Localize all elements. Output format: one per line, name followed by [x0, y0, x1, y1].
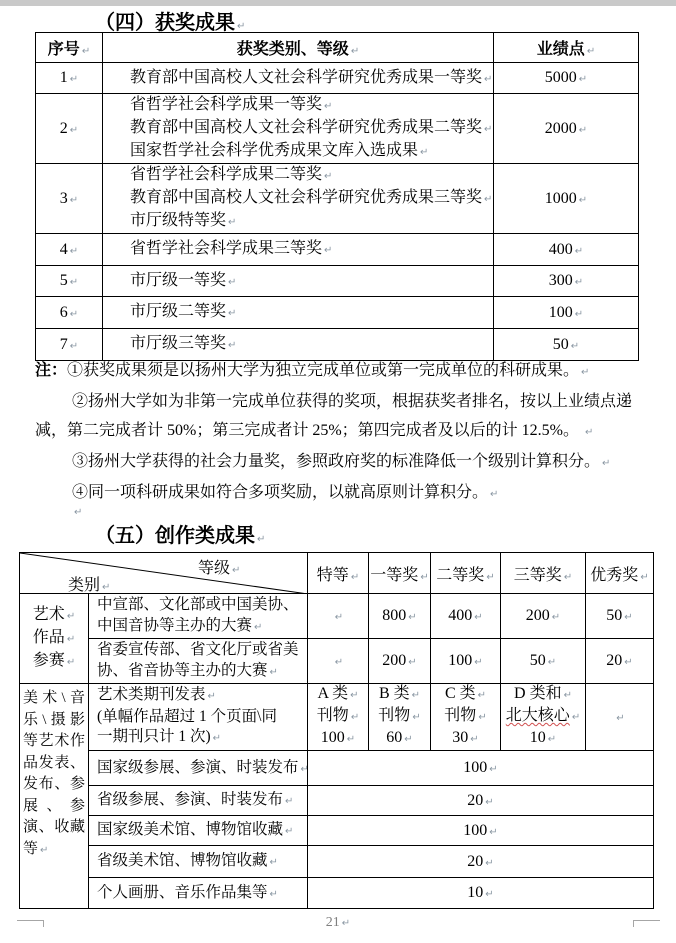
row-number-cell: 3 ↵ [36, 164, 103, 234]
category-cell [103, 297, 494, 329]
value-cell: 400 ↵ [431, 594, 501, 639]
grade-axis-label: 等级 ↵ [198, 555, 240, 578]
points-cell: ↵ 5000 ↵ [494, 63, 639, 94]
merged-value-cell: ↵ 100 ↵ [308, 816, 654, 846]
table-row [36, 164, 639, 234]
grade-header: 二等奖 ↵ [431, 553, 501, 594]
grade-header: 三等奖 ↵ [501, 553, 586, 594]
category-cell: 省级参展、参演、时装发布 ↵ [89, 786, 308, 816]
merged-value-cell: ↵ 100 ↵ [308, 751, 654, 786]
table-row [36, 234, 639, 266]
grade-header: 特等 ↵ [308, 553, 369, 594]
page-number: 21 ↵ [0, 915, 676, 931]
note-line: ③扬州大学获得的社会力量奖，参照政府奖的标准降低一个级别计算积分。 ↵ [72, 447, 632, 478]
group-label-cell: 美术\音乐\摄影等艺术作品发表、发布、参展、参演、收藏等 ↵ [20, 684, 89, 909]
category-line: 市厅级三等奖 ↵ [130, 333, 493, 356]
grade-header: 一等奖 ↵ [369, 553, 431, 594]
value-cell: ↵ 20 ↵ [586, 639, 654, 684]
row-number-cell: 2 ↵ [36, 94, 103, 164]
table-row [20, 751, 654, 786]
award-results-table [35, 32, 639, 361]
value-cell: 100 ↵ [431, 639, 501, 684]
category-cell [103, 164, 494, 234]
table-row [20, 878, 654, 909]
value-cell: ↵ 50 ↵ [586, 594, 654, 639]
value-cell: 200 ↵ [369, 639, 431, 684]
value-cell: 800 ↵ [369, 594, 431, 639]
spellchecked-text: 北大核心 [505, 707, 570, 724]
category-line: 教育部中国高校人文社会科学研究优秀成果一等奖 ↵ [130, 67, 493, 90]
note-line: 注：①获奖成果须是以扬州大学为独立完成单位或第一完成单位的科研成果。 ↵ [35, 356, 632, 387]
merged-value-cell: ↵ 20 ↵ [308, 786, 654, 816]
category-cell: 国家级美术馆、博物馆收藏 ↵ [89, 816, 308, 846]
table-header-row [36, 33, 639, 63]
row-number-cell: 4 ↵ [36, 234, 103, 266]
category-line: 省哲学社会科学成果三等奖 ↵ [130, 238, 493, 261]
value-cell: A 类 ↵ 刊物 ↵ 100 ↵ [308, 684, 369, 751]
category-cell [103, 266, 494, 297]
row-number-cell: 5 ↵ [36, 266, 103, 297]
value-cell [586, 684, 654, 751]
table-row [20, 846, 654, 878]
category-axis-label: 类别 ↵ [68, 572, 110, 594]
category-cell: 中宣部、文化部或中国美协、 中国音协等主办的大赛 ↵ [89, 594, 308, 639]
category-cell: 国家级参展、参演、时装发布 ↵ [89, 751, 308, 786]
points-cell: ↵ 100 ↵ [494, 297, 639, 329]
table-row [36, 63, 639, 94]
header-cell-points: ↵ 业绩点 ↵ [494, 33, 639, 63]
category-cell [103, 234, 494, 266]
row-number-cell: 6 ↵ [36, 297, 103, 329]
section5-title: （五）创作类成果 ↵ [95, 519, 265, 548]
table-row [36, 266, 639, 297]
empty-paragraph-mark [72, 502, 84, 516]
creative-results-table [19, 552, 654, 909]
value-cell: C 类 ↵ 刊物 ↵ 30 ↵ [431, 684, 501, 751]
category-line: 市厅级一等奖 ↵ [130, 270, 493, 293]
table-row [20, 594, 654, 639]
table-row [36, 297, 639, 329]
note-line: 减，第二完成者计 50%；第三完成者计 25%；第四完成者及以后的计 12.5%。 ↵ [35, 416, 632, 447]
merged-value-cell: ↵ 10 ↵ [308, 878, 654, 909]
category-cell: 省委宣传部、省文化厅或省美 协、省音协等主办的大赛 ↵ [89, 639, 308, 684]
category-cell [103, 94, 494, 164]
category-line: 省哲学社会科学成果一等奖 ↵ [130, 94, 493, 117]
table-header-row [20, 553, 654, 594]
category-line: 教育部中国高校人文社会科学研究优秀成果三等奖 ↵ [130, 187, 493, 210]
category-line: 市厅级二等奖 ↵ [130, 301, 493, 324]
table-row [20, 816, 654, 846]
margin-corner-mark-left [17, 920, 44, 927]
grade-header: ↵ 优秀奖 ↵ [586, 553, 654, 594]
category-line: 教育部中国高校人文社会科学研究优秀成果二等奖 ↵ [130, 117, 493, 140]
category-line: 省哲学社会科学成果二等奖 ↵ [130, 164, 493, 187]
category-cell: 艺术类期刊发表 ↵ (单幅作品超过 1 个页面\同 一期刊只计 1 次) ↵ [89, 684, 308, 751]
points-cell: ↵ 400 ↵ [494, 234, 639, 266]
table-row [20, 684, 654, 751]
value-cell: B 类 ↵ 刊物 ↵ 60 ↵ [369, 684, 431, 751]
category-cell: 个人画册、音乐作品集等 ↵ [89, 878, 308, 909]
row-number-cell: 1 ↵ [36, 63, 103, 94]
value-cell: 50 ↵ [501, 639, 586, 684]
group-label-cell: 艺术 ↵ 作品 ↵ 参赛 ↵ [20, 594, 89, 684]
value-cell: 200 ↵ [501, 594, 586, 639]
notes [35, 356, 632, 509]
points-cell: ↵ 1000 ↵ [494, 164, 639, 234]
category-line: 市厅级特等奖 ↵ [130, 210, 493, 233]
points-cell: ↵ 300 ↵ [494, 266, 639, 297]
margin-corner-mark-right [633, 920, 660, 927]
value-cell [308, 594, 369, 639]
row-number-cell: 7 ↵ [36, 329, 103, 361]
value-cell: D 类和 ↵ 北大核心 ↵ 10 ↵ [501, 684, 586, 751]
points-cell: ↵ 50 ↵ [494, 329, 639, 361]
value-cell [308, 639, 369, 684]
table-row [20, 786, 654, 816]
header-cell-category: 获奖类别、等级 ↵ [103, 33, 494, 63]
header-cell-no: 序号 ↵ [36, 33, 103, 63]
section4-title: （四）获奖成果 ↵ [95, 6, 245, 35]
table-row [20, 639, 654, 684]
diagonal-divider-line [20, 553, 308, 594]
table-row [36, 94, 639, 164]
category-cell [103, 63, 494, 94]
category-line: 国家哲学社会科学优秀成果文库入选成果 ↵ [130, 140, 493, 163]
note-line: ④同一项科研成果如符合多项奖励，以就高原则计算积分。 ↵ [72, 478, 632, 509]
merged-value-cell: ↵ 20 ↵ [308, 846, 654, 878]
note-label: 注： [35, 362, 68, 379]
note-line: ②扬州大学如为非第一完成单位获得的奖项，根据获奖者排名，按以上业绩点递 [72, 393, 633, 410]
category-cell: 省级美术馆、博物馆收藏 ↵ [89, 846, 308, 878]
diagonal-header-cell [20, 553, 308, 594]
points-cell: ↵ 2000 ↵ [494, 94, 639, 164]
